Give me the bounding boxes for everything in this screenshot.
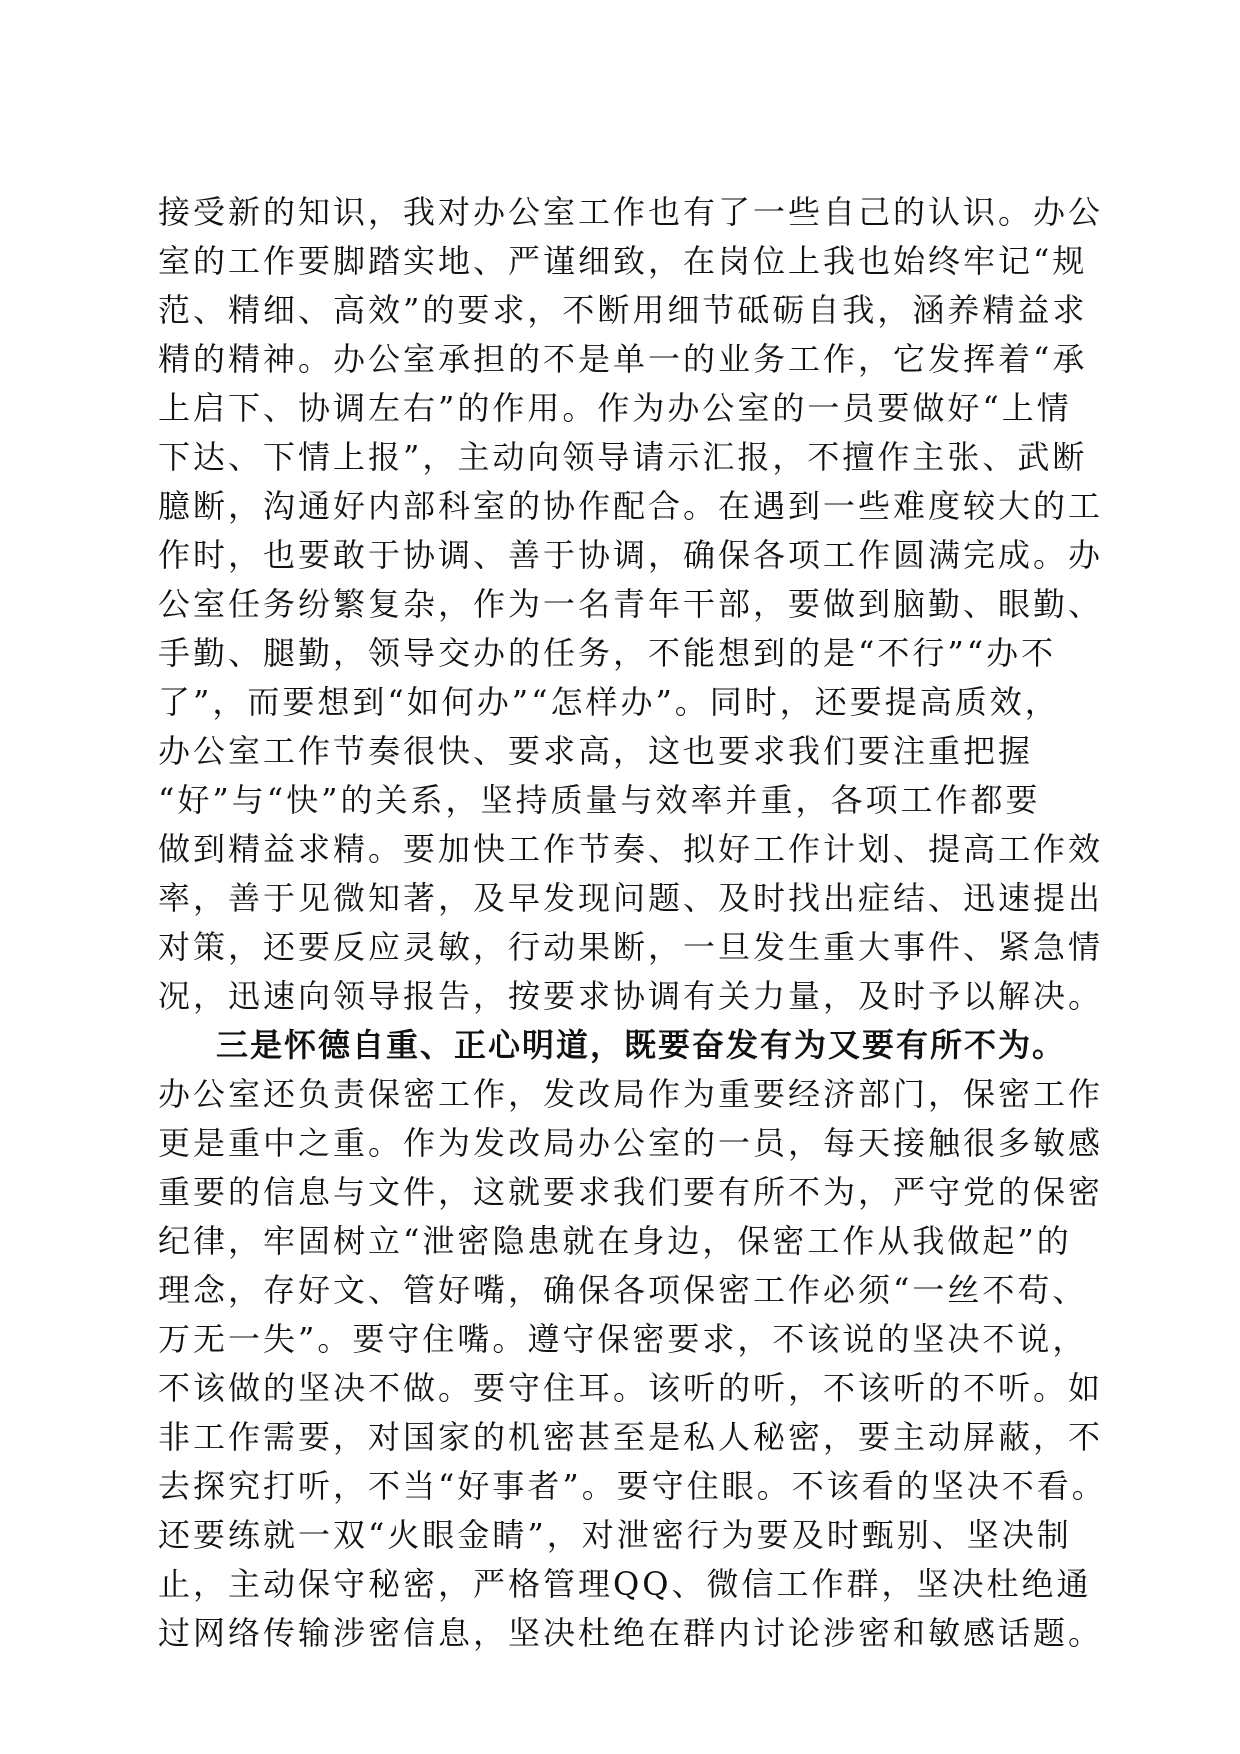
text-line: 止，主动保守秘密，严格管理QQ、微信工作群，坚决杜绝通 <box>158 1565 1092 1603</box>
text-line: 范、精细、高效”的要求，不断用细节砥砺自我，涵养精益求 <box>158 291 1088 329</box>
text-line: 了”，而要想到“如何办”“怎样办”。同时，还要提高质效， <box>158 683 1060 721</box>
text-line: 非工作需要，对国家的机密甚至是私人秘密，要主动屏蔽，不 <box>158 1418 1104 1456</box>
text-line: 更是重中之重。作为发改局办公室的一员，每天接触很多敏感 <box>158 1124 1104 1162</box>
text-line: 过网络传输涉密信息，坚决杜绝在群内讨论涉密和敏感话题。 <box>158 1614 1104 1652</box>
text-line: 手勤、腿勤，领导交办的任务，不能想到的是“不行”“办不 <box>158 634 1057 672</box>
section-heading: 三是怀德自重、正心明道，既要奋发有为又要有所不为。 <box>216 1026 1067 1064</box>
text-line: 下达、下情上报”，主动向领导请示汇报，不擅作主张、武断 <box>158 438 1088 476</box>
text-line: 还要练就一双“火眼金睛”，对泄密行为要及时甄别、坚决制 <box>158 1516 1072 1554</box>
text-line: 办公室工作节奏很快、要求高，这也要求我们要注重把握 <box>158 732 1034 770</box>
text-line: 公室任务纷繁复杂，作为一名青年干部，要做到脑勤、眼勤、 <box>158 585 1104 623</box>
text-line: 况，迅速向领导报告，按要求协调有关力量，及时予以解决。 <box>158 977 1104 1015</box>
text-line: 精的精神。办公室承担的不是单一的业务工作，它发挥着“承 <box>158 340 1088 378</box>
text-line: “好”与“快”的关系，坚持质量与效率并重，各项工作都要 <box>158 781 1041 819</box>
text-line: 做到精益求精。要加快工作节奏、拟好工作计划、提高工作效 <box>158 830 1104 868</box>
text-line: 作时，也要敢于协调、善于协调，确保各项工作圆满完成。办 <box>158 536 1104 574</box>
text-line: 臆断，沟通好内部科室的协作配合。在遇到一些难度较大的工 <box>158 487 1104 525</box>
text-line: 接受新的知识，我对办公室工作也有了一些自己的认识。办公 <box>158 193 1104 231</box>
text-line: 对策，还要反应灵敏，行动果断，一旦发生重大事件、紧急情 <box>158 928 1104 966</box>
text-line: 纪律，牢固树立“泄密隐患就在身边，保密工作从我做起”的 <box>158 1222 1072 1260</box>
text-line: 室的工作要脚踏实地、严谨细致，在岗位上我也始终牢记“规 <box>158 242 1088 280</box>
text-line: 去探究打听，不当“好事者”。要守住眼。不该看的坚决不看。 <box>158 1467 1107 1505</box>
text-line: 上启下、协调左右”的作用。作为办公室的一员要做好“上情 <box>158 389 1072 427</box>
text-line: 率，善于见微知著，及早发现问题、及时找出症结、迅速提出 <box>158 879 1104 917</box>
text-line: 办公室还负责保密工作，发改局作为重要经济部门，保密工作 <box>158 1075 1104 1113</box>
text-line: 重要的信息与文件，这就要求我们要有所不为，严守党的保密 <box>158 1173 1104 1211</box>
text-line: 万无一失”。要守住嘴。遵守保密要求，不该说的坚决不说， <box>158 1320 1088 1358</box>
body-text <box>158 188 1107 1658</box>
text-line: 理念，存好文、管好嘴，确保各项保密工作必须“一丝不苟、 <box>158 1271 1088 1309</box>
text-line: 不该做的坚决不做。要守住耳。该听的听，不该听的不听。如 <box>158 1369 1104 1407</box>
